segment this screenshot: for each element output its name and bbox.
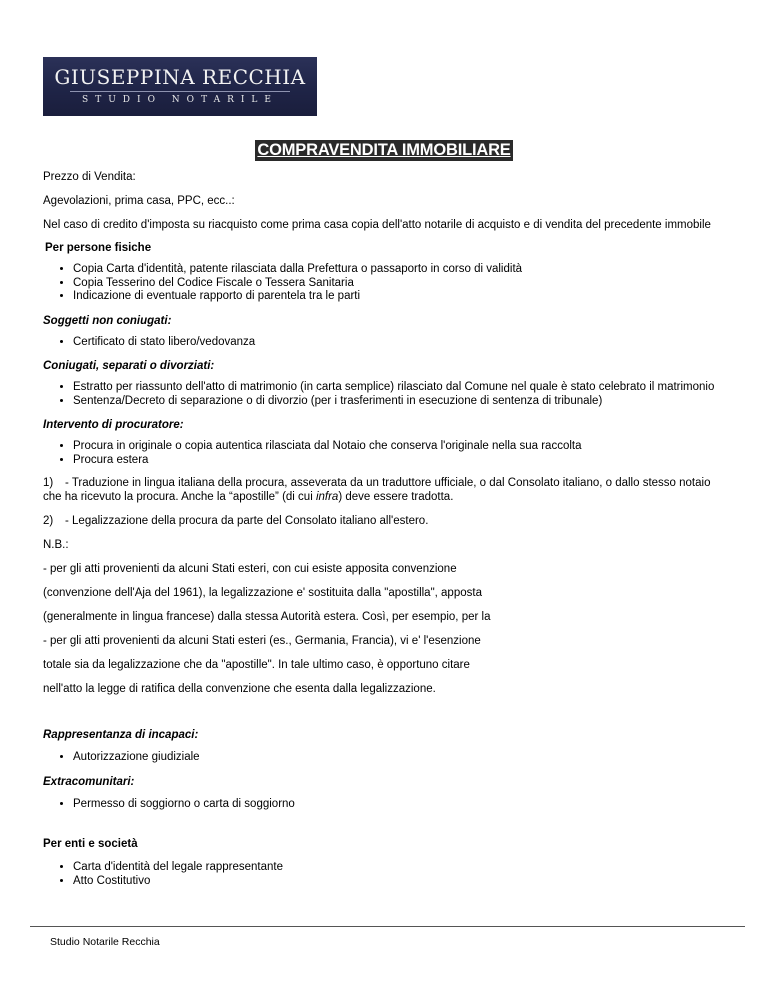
nb-line: - per gli atti provenienti da alcuni Stati esteri, con cui esiste apposita convenzione xyxy=(43,563,457,575)
list-item: • Estratto per riassunto dell'atto di matrimonio (in carta semplice) rilasciato dal Comune nel quale è stato celebrato il matrimonio xyxy=(73,381,743,395)
note-text: che ha ricevuto la procura. Anche la “apostille” (di cui xyxy=(43,491,316,503)
persone-fisiche-list xyxy=(43,263,743,304)
note-number: 1) xyxy=(43,477,54,489)
studio-logo xyxy=(43,57,317,116)
list-item: • Certificato di stato libero/vedovanza xyxy=(73,336,743,350)
nb-line: totale sia da legalizzazione che da "apostille". In tale ultimo caso, è opportuno citare xyxy=(43,659,470,671)
note-number: 2) xyxy=(43,515,54,527)
procura-note-1 xyxy=(43,476,743,504)
incapaci-heading: Rappresentanza di incapaci: xyxy=(43,729,199,741)
logo-subtitle: STUDIO NOTARILE xyxy=(82,95,278,105)
list-item: • Permesso di soggiorno o carta di soggiorno xyxy=(73,798,743,812)
note-text: ) deve essere tradotta. xyxy=(338,491,454,503)
enti-heading: Per enti e società xyxy=(43,838,138,850)
prezzo-label: Prezzo di Vendita: xyxy=(43,171,136,183)
non-coniugati-list xyxy=(43,336,743,350)
logo-divider xyxy=(70,91,290,92)
note-text: - Traduzione in lingua italiana della procura, asseverata da un traduttore ufficiale, o dal Consolato italiano, o dallo stesso notaio xyxy=(65,477,711,489)
list-item: • Sentenza/Decreto di separazione o di divorzio (per i trasferimenti in esecuzione di sentenza di tribunale) xyxy=(73,395,743,409)
credito-note: Nel caso di credito d'imposta su riacquisto come prima casa copia dell'atto notarile di acquisto e di vendita del precedente immobile xyxy=(43,219,711,231)
procuratore-heading: Intervento di procuratore: xyxy=(43,419,184,431)
coniugati-heading: Coniugati, separati o divorziati: xyxy=(43,360,215,372)
list-item: • Procura estera xyxy=(73,454,743,468)
list-item: • Carta d'identità del legale rappresentante xyxy=(73,861,743,875)
nb-line: (convenzione dell'Aja del 1961), la legalizzazione e' sostituita dalla "apostilla", apposta xyxy=(43,587,482,599)
list-item: • Procura in originale o copia autentica rilasciata dal Notaio che conserva l'originale nella sua raccolta xyxy=(73,440,743,454)
incapaci-list xyxy=(43,751,743,765)
footer-divider xyxy=(30,926,745,927)
page-title: COMPRAVENDITA IMMOBILIARE xyxy=(257,141,511,159)
nb-line: - per gli atti provenienti da alcuni Stati esteri (es., Germania, Francia), vi e' l'esenzione xyxy=(43,635,481,647)
list-item: • Autorizzazione giudiziale xyxy=(73,751,743,765)
extracomunitari-list xyxy=(43,798,743,812)
note-text: - Legalizzazione della procura da parte del Consolato italiano all'estero. xyxy=(65,515,429,527)
list-item: • Indicazione di eventuale rapporto di parentela tra le parti xyxy=(73,290,743,304)
non-coniugati-heading: Soggetti non coniugati: xyxy=(43,314,172,327)
enti-list xyxy=(43,861,743,888)
procura-note-2 xyxy=(43,514,743,528)
extracomunitari-heading: Extracomunitari: xyxy=(43,775,135,788)
nb-paragraph xyxy=(43,562,743,696)
coniugati-list xyxy=(43,381,743,408)
document-body xyxy=(43,170,743,888)
title-container xyxy=(0,140,768,161)
page-footer: Studio Notarile Recchia xyxy=(50,936,160,948)
procuratore-list xyxy=(43,440,743,467)
note-italic: infra xyxy=(315,491,339,503)
nb-line: (generalmente in lingua francese) dalla stessa Autorità estera. Così, per esempio, per la xyxy=(43,611,491,623)
logo-name: GIUSEPPINA RECCHIA xyxy=(54,65,306,89)
persone-fisiche-heading: Per persone fisiche xyxy=(45,242,152,254)
list-item: • Copia Tesserino del Codice Fiscale o Tessera Sanitaria xyxy=(73,277,743,291)
nb-label: N.B.: xyxy=(43,539,69,551)
nb-line: nell'atto la legge di ratifica della convenzione che esenta dalla legalizzazione. xyxy=(43,683,436,695)
list-item: • Copia Carta d'identità, patente rilasciata dalla Prefettura o passaporto in corso di validità xyxy=(73,263,743,277)
agevolazioni-label: Agevolazioni, prima casa, PPC, ecc..: xyxy=(43,195,235,207)
list-item: • Atto Costitutivo xyxy=(73,875,743,889)
